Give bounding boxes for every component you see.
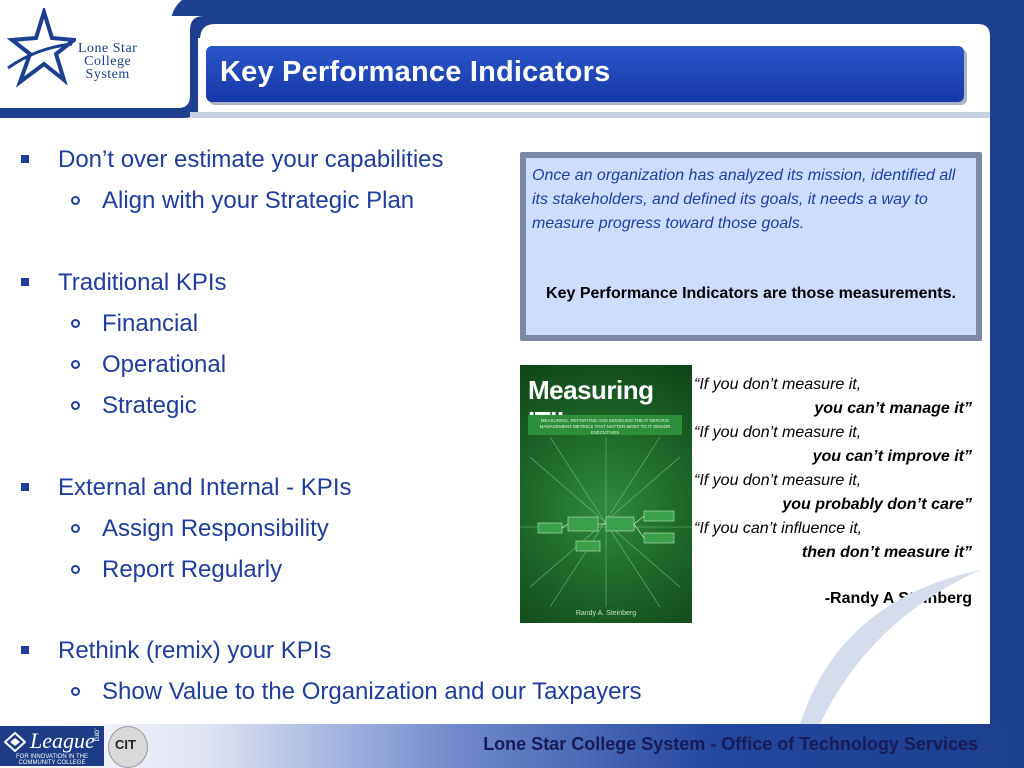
logo-line-3: System — [85, 67, 130, 82]
circle-bullet-icon — [71, 196, 80, 205]
quote-author: -Randy A Steinberg — [824, 590, 972, 607]
bullet-item — [58, 637, 331, 665]
quote-line: “If you don’t measure it, — [694, 472, 862, 489]
cit-label: CIT — [115, 737, 136, 752]
league-logo — [0, 726, 104, 766]
sub-bullet-text: Align with your Strategic Plan — [102, 187, 415, 214]
quote-line: then don’t measure it” — [801, 544, 972, 561]
bullet-text: Rethink (remix) your KPIs — [58, 637, 332, 664]
square-bullet-icon — [21, 155, 29, 163]
sub-bullet-text: Assign Responsibility — [102, 515, 329, 542]
bullet-item — [58, 474, 351, 502]
bullet-text: Traditional KPIs — [58, 269, 227, 296]
sub-bullet-text: Report Regularly — [102, 556, 283, 583]
sub-bullet-text: Operational — [102, 351, 227, 378]
book-subtitle: MEASURING, REPORTING AND MODELING THE IT SERVICE MANAGEMENT METRICS THAT MATTER MOST TO IT SENIOR EXECUTIVES — [528, 415, 682, 435]
league-tagline: FOR INNOVATION IN THE COMMUNITY COLLEGE — [15, 754, 88, 766]
logo-line-1: Lone Star — [78, 41, 138, 56]
book-author: Randy A. Steinberg — [575, 610, 637, 617]
sub-bullet-item — [102, 351, 226, 379]
definition-callout — [520, 152, 982, 341]
league-org-text: .org — [92, 727, 102, 742]
quote-line: you can’t manage it” — [814, 400, 972, 417]
league-emblem-icon — [4, 732, 26, 752]
bullet-text: Don’t over estimate your capabilities — [58, 146, 444, 173]
quote-line: “If you don’t measure it, — [694, 376, 862, 393]
swoosh-decoration — [780, 560, 990, 724]
circle-bullet-icon — [71, 565, 80, 574]
square-bullet-icon — [21, 646, 29, 654]
callout-description: Once an organization has analyzed its mission, identified all its stakeholders, and defined its goals, it needs a way to measure progress toward those goals. — [532, 167, 956, 232]
right-border-strip — [990, 118, 1024, 724]
footer-bar — [0, 724, 1024, 768]
book-diagram-graphic — [520, 437, 692, 607]
circle-bullet-icon — [71, 524, 80, 533]
book-cover-image — [520, 365, 692, 623]
sub-bullet-item — [102, 187, 414, 215]
callout-emphasis: Key Performance Indicators are those measurements. — [546, 285, 956, 302]
sub-bullet-text: Financial — [102, 310, 199, 337]
sub-bullet-item — [102, 515, 329, 543]
book-title: Measuring — [528, 375, 654, 405]
sub-bullet-item — [102, 392, 197, 420]
circle-bullet-icon — [71, 319, 80, 328]
circle-bullet-icon — [71, 360, 80, 369]
sub-bullet-item — [102, 310, 198, 338]
star-icon — [6, 8, 76, 88]
square-bullet-icon — [21, 483, 29, 491]
circle-bullet-icon — [71, 401, 80, 410]
league-wordmark: League — [30, 728, 95, 753]
bullet-item — [58, 269, 227, 297]
sub-bullet-item — [102, 556, 282, 584]
sub-bullet-text: Strategic — [102, 392, 197, 419]
circle-bullet-icon — [71, 687, 80, 696]
logo-wordmark — [78, 42, 137, 81]
cit-logo — [108, 726, 148, 768]
bullet-text: External and Internal - KPIs — [58, 474, 352, 501]
bullet-item — [58, 146, 444, 174]
quote-line: you can’t improve it” — [812, 448, 972, 465]
square-bullet-icon — [21, 278, 29, 286]
quote-line: “If you can’t influence it, — [694, 520, 863, 537]
title-bar — [206, 46, 964, 102]
quote-line: “If you don’t measure it, — [694, 424, 862, 441]
lone-star-logo — [6, 8, 176, 98]
callout-panel — [526, 158, 976, 335]
footer-text: Lone Star College System - Office of Technology Services — [483, 734, 978, 754]
logo-line-2: College — [84, 54, 132, 69]
sub-bullet-item — [102, 678, 641, 706]
quote-line: you probably don’t care” — [782, 496, 972, 513]
sub-bullet-text: Show Value to the Organization and our Taxpayers — [102, 678, 642, 705]
slide-title: Key Performance Indicators — [220, 56, 611, 88]
